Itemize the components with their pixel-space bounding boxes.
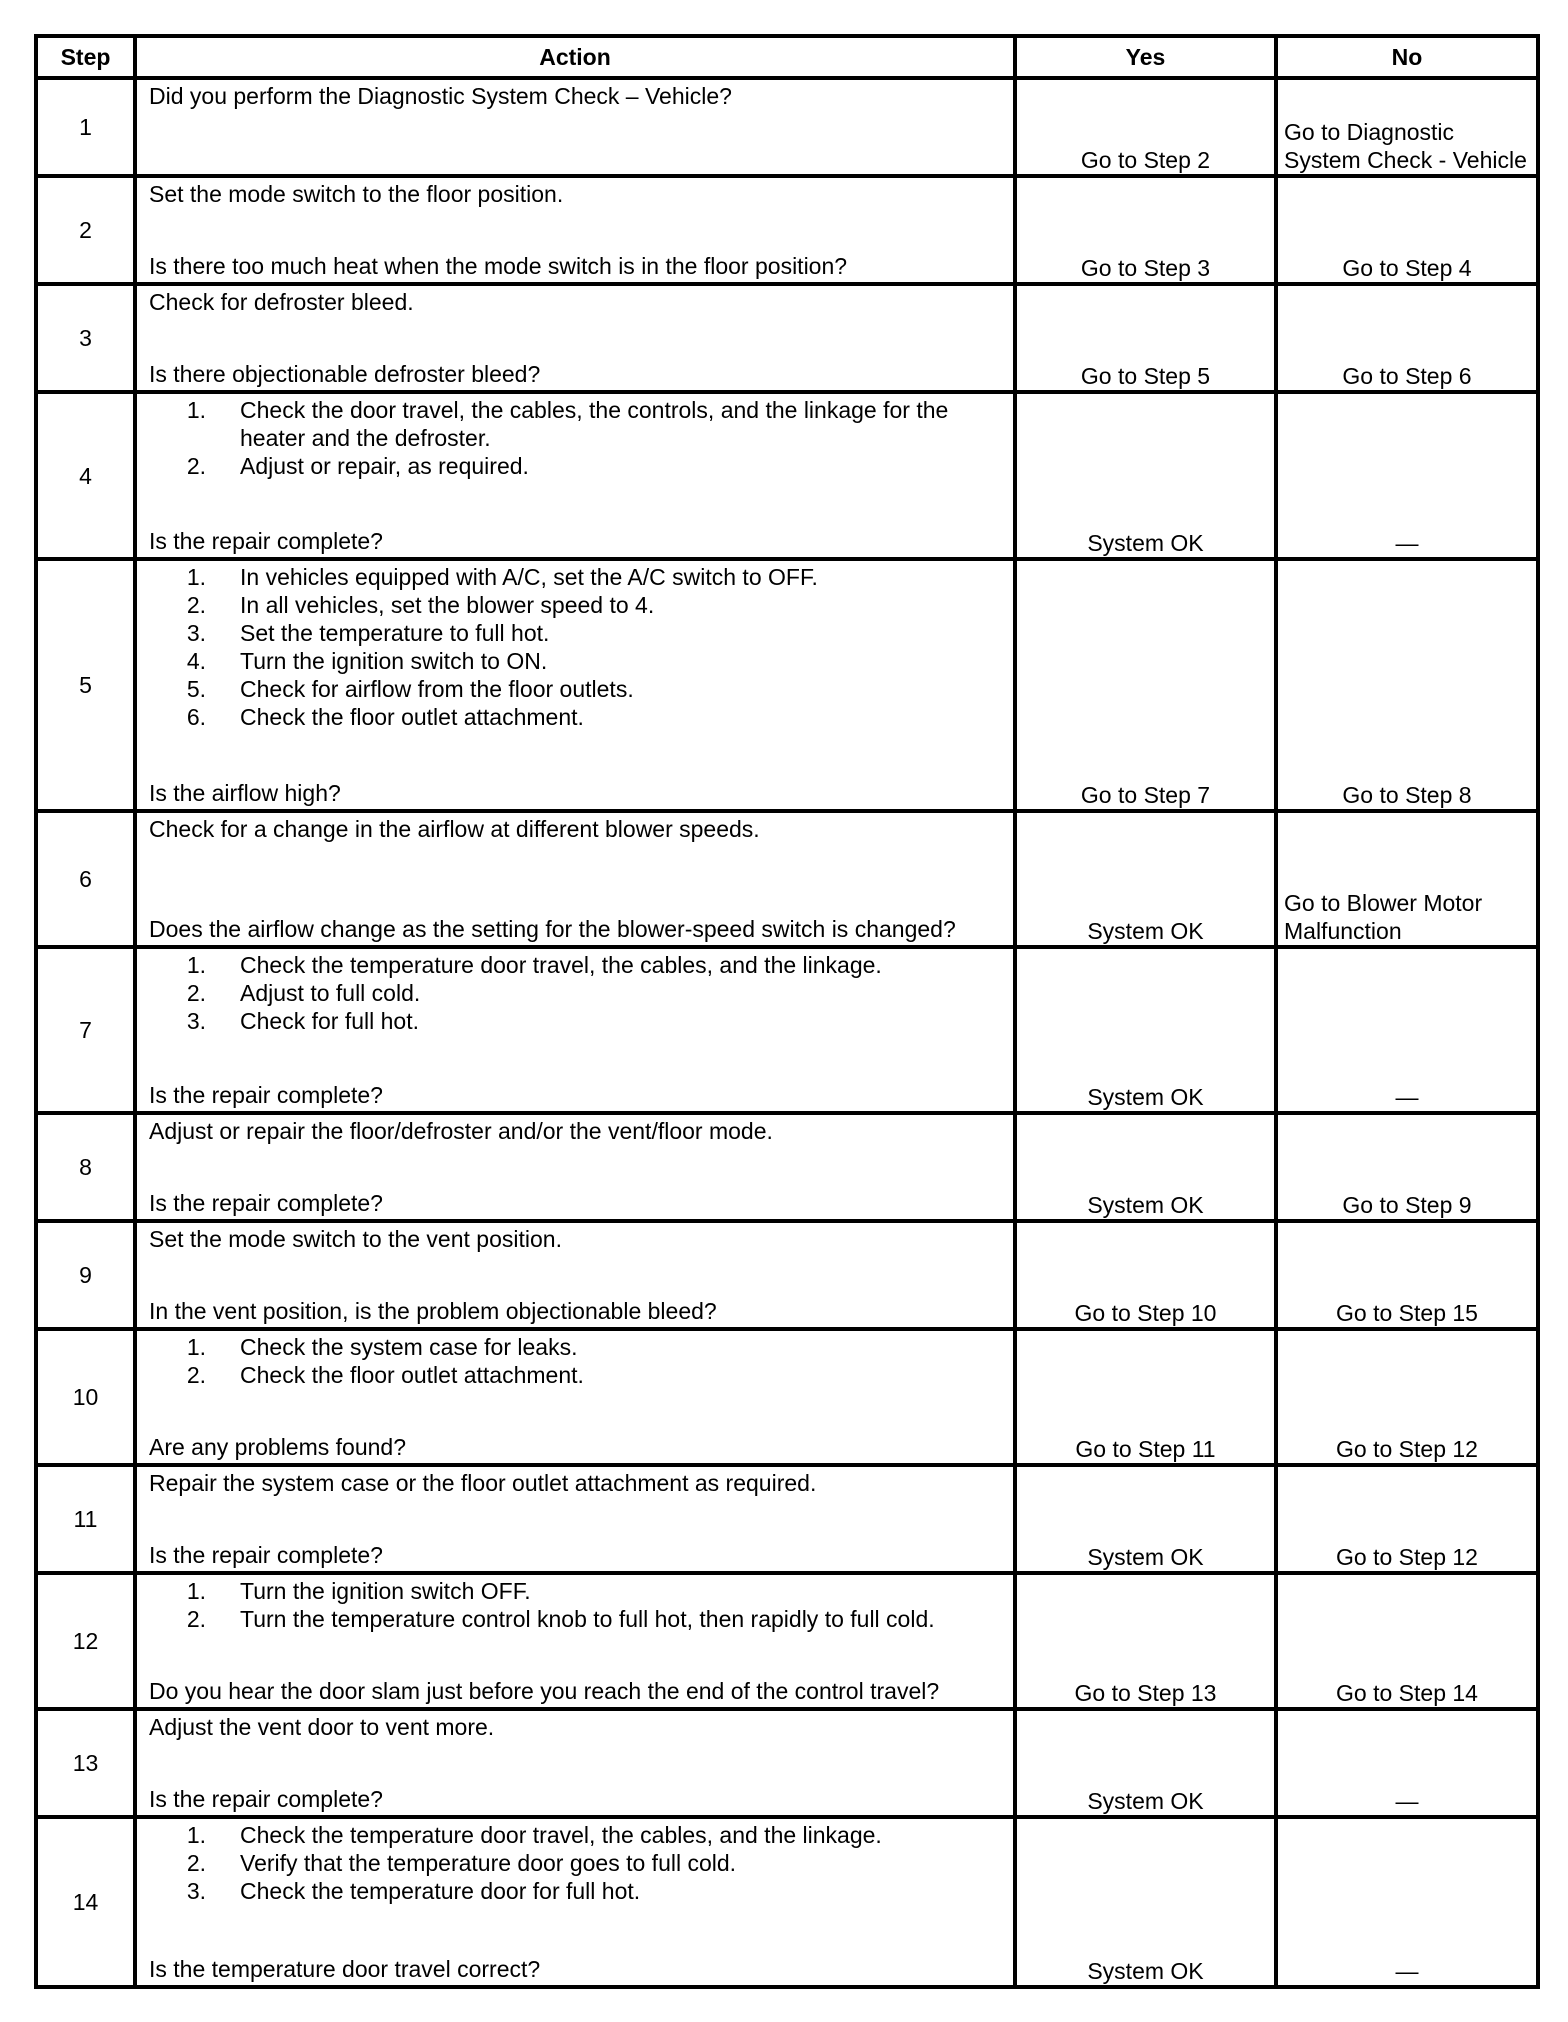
yes-result: Go to Step 7	[1015, 559, 1276, 811]
step-number: 5	[36, 559, 135, 811]
table-row	[36, 284, 1538, 392]
no-result: Go to Step 8	[1276, 559, 1538, 811]
action-question: Is the repair complete?	[149, 528, 383, 554]
action-question: Do you hear the door slam just before you reach the end of the control travel?	[149, 1678, 940, 1704]
step-item-text: Turn the temperature control knob to full hot, then rapidly to full cold.	[240, 1606, 935, 1632]
diagnostic-table	[34, 34, 1540, 1989]
header-step: Step	[36, 36, 135, 78]
step-number: 1	[36, 78, 135, 176]
no-result: Go to Step 6	[1276, 284, 1538, 392]
action-instruction: Set the mode switch to the floor position.	[149, 181, 564, 207]
table-body	[36, 78, 1538, 1987]
step-item-text: Check the floor outlet attachment.	[240, 1362, 584, 1388]
yes-result: Go to Step 13	[1015, 1573, 1276, 1709]
header-no: No	[1276, 36, 1538, 78]
table-row	[36, 1709, 1538, 1817]
step-item-number: 6.	[186, 704, 206, 730]
step-item-text: In vehicles equipped with A/C, set the A/C switch to OFF.	[240, 564, 818, 590]
step-number: 11	[36, 1465, 135, 1573]
action-question: Is the repair complete?	[149, 1190, 383, 1216]
action-step-item	[149, 703, 1001, 731]
step-item-number: 2.	[186, 1850, 206, 1876]
action-step-item	[149, 1877, 1001, 1905]
action-cell	[135, 1817, 1015, 1987]
action-question: Is the repair complete?	[149, 1786, 383, 1812]
table-row	[36, 1573, 1538, 1709]
step-item-text: Check the temperature door travel, the cables, and the linkage.	[240, 952, 882, 978]
header-action: Action	[135, 36, 1015, 78]
action-cell	[135, 1709, 1015, 1817]
yes-result: System OK	[1015, 1709, 1276, 1817]
step-number: 3	[36, 284, 135, 392]
table-row	[36, 1465, 1538, 1573]
step-item-number: 2.	[186, 1606, 206, 1632]
yes-result: System OK	[1015, 392, 1276, 559]
action-step-item	[149, 951, 1001, 979]
step-number: 9	[36, 1221, 135, 1329]
step-item-text: Check the system case for leaks.	[240, 1334, 578, 1360]
action-instruction: Adjust or repair the floor/defroster and/or the vent/floor mode.	[149, 1118, 773, 1144]
step-item-text: Turn the ignition switch to ON.	[240, 648, 548, 674]
action-steps-list	[149, 1577, 1001, 1633]
action-question: Is the airflow high?	[149, 780, 341, 806]
action-steps-list	[149, 1821, 1001, 1905]
yes-result: System OK	[1015, 1113, 1276, 1221]
action-step-item	[149, 675, 1001, 703]
step-item-text: In all vehicles, set the blower speed to 4.	[240, 592, 655, 618]
yes-result: Go to Step 10	[1015, 1221, 1276, 1329]
action-step-item	[149, 563, 1001, 591]
action-instruction: Check for defroster bleed.	[149, 289, 414, 315]
step-item-number: 2.	[186, 453, 206, 479]
step-item-number: 3.	[186, 620, 206, 646]
step-item-number: 5.	[186, 676, 206, 702]
yes-result: System OK	[1015, 947, 1276, 1113]
step-number: 2	[36, 176, 135, 284]
yes-result: Go to Step 5	[1015, 284, 1276, 392]
yes-result: System OK	[1015, 811, 1276, 947]
header-row	[36, 36, 1538, 78]
no-result: —	[1276, 1709, 1538, 1817]
action-step-item	[149, 1361, 1001, 1389]
yes-result: System OK	[1015, 1465, 1276, 1573]
action-steps-list	[149, 1333, 1001, 1389]
action-question: Does the airflow change as the setting for the blower-speed switch is changed?	[149, 916, 956, 942]
action-instruction: Adjust the vent door to vent more.	[149, 1714, 495, 1740]
action-step-item	[149, 979, 1001, 1007]
no-result: Go to Step 12	[1276, 1465, 1538, 1573]
no-result: Go to Step 4	[1276, 176, 1538, 284]
action-steps-list	[149, 396, 1001, 480]
step-item-text: Check the temperature door for full hot.	[240, 1878, 641, 1904]
header-yes: Yes	[1015, 36, 1276, 78]
action-cell	[135, 176, 1015, 284]
action-question: Is the repair complete?	[149, 1082, 383, 1108]
table-row	[36, 559, 1538, 811]
step-item-number: 1.	[186, 564, 206, 590]
table-row	[36, 392, 1538, 559]
action-cell	[135, 1113, 1015, 1221]
no-result: Go to Blower Motor Malfunction	[1276, 811, 1538, 947]
action-instruction: Did you perform the Diagnostic System Check – Vehicle?	[149, 83, 732, 109]
step-item-number: 4.	[186, 648, 206, 674]
step-item-text: Verify that the temperature door goes to full cold.	[240, 1850, 737, 1876]
yes-result: Go to Step 3	[1015, 176, 1276, 284]
step-item-text: Check the temperature door travel, the cables, and the linkage.	[240, 1822, 882, 1848]
action-step-item	[149, 1605, 1001, 1633]
action-step-item	[149, 1849, 1001, 1877]
step-item-number: 1.	[186, 1578, 206, 1604]
action-step-item	[149, 1821, 1001, 1849]
action-cell	[135, 78, 1015, 176]
no-result: Go to Step 9	[1276, 1113, 1538, 1221]
action-question: Is there objectionable defroster bleed?	[149, 361, 541, 387]
action-cell	[135, 947, 1015, 1113]
step-number: 10	[36, 1329, 135, 1465]
table-row	[36, 1329, 1538, 1465]
step-item-text: Check the door travel, the cables, the controls, and the linkage for the heater and the defroster.	[240, 397, 949, 451]
yes-result: Go to Step 2	[1015, 78, 1276, 176]
step-item-number: 2.	[186, 592, 206, 618]
action-steps-list	[149, 951, 1001, 1035]
action-step-item	[149, 619, 1001, 647]
action-steps-list	[149, 563, 1001, 731]
step-number: 8	[36, 1113, 135, 1221]
step-item-text: Turn the ignition switch OFF.	[240, 1578, 531, 1604]
action-cell	[135, 559, 1015, 811]
no-result: —	[1276, 947, 1538, 1113]
no-result: Go to Step 12	[1276, 1329, 1538, 1465]
action-cell	[135, 811, 1015, 947]
action-question: Is the temperature door travel correct?	[149, 1956, 541, 1982]
table-row	[36, 78, 1538, 176]
table-row	[36, 1221, 1538, 1329]
no-result: —	[1276, 392, 1538, 559]
step-item-text: Check the floor outlet attachment.	[240, 704, 584, 730]
step-item-number: 2.	[186, 1362, 206, 1388]
step-item-number: 3.	[186, 1878, 206, 1904]
action-question: Are any problems found?	[149, 1434, 406, 1460]
action-question: Is there too much heat when the mode switch is in the floor position?	[149, 253, 848, 279]
action-cell	[135, 1465, 1015, 1573]
table-row	[36, 1113, 1538, 1221]
step-number: 12	[36, 1573, 135, 1709]
action-question: Is the repair complete?	[149, 1542, 383, 1568]
step-number: 6	[36, 811, 135, 947]
table-row	[36, 1817, 1538, 1987]
step-number: 4	[36, 392, 135, 559]
no-result: Go to Diagnostic System Check - Vehicle	[1276, 78, 1538, 176]
action-step-item	[149, 1333, 1001, 1361]
yes-result: Go to Step 11	[1015, 1329, 1276, 1465]
step-item-number: 2.	[186, 980, 206, 1006]
step-item-number: 1.	[186, 397, 206, 423]
step-item-text: Adjust or repair, as required.	[240, 453, 529, 479]
action-step-item	[149, 396, 1001, 452]
step-number: 14	[36, 1817, 135, 1987]
table-row	[36, 811, 1538, 947]
action-cell	[135, 1329, 1015, 1465]
action-step-item	[149, 452, 1001, 480]
action-step-item	[149, 1577, 1001, 1605]
action-instruction: Check for a change in the airflow at different blower speeds.	[149, 816, 760, 842]
table-row	[36, 176, 1538, 284]
action-cell	[135, 1573, 1015, 1709]
step-number: 7	[36, 947, 135, 1113]
action-question: In the vent position, is the problem objectionable bleed?	[149, 1298, 717, 1324]
action-cell	[135, 392, 1015, 559]
action-step-item	[149, 647, 1001, 675]
step-item-number: 1.	[186, 952, 206, 978]
step-item-text: Set the temperature to full hot.	[240, 620, 550, 646]
step-item-text: Check for full hot.	[240, 1008, 419, 1034]
step-item-text: Check for airflow from the floor outlets.	[240, 676, 634, 702]
step-item-number: 1.	[186, 1334, 206, 1360]
action-cell	[135, 284, 1015, 392]
step-item-number: 1.	[186, 1822, 206, 1848]
action-instruction: Set the mode switch to the vent position.	[149, 1226, 562, 1252]
step-number: 13	[36, 1709, 135, 1817]
step-item-number: 3.	[186, 1008, 206, 1034]
yes-result: System OK	[1015, 1817, 1276, 1987]
action-step-item	[149, 1007, 1001, 1035]
table-row	[36, 947, 1538, 1113]
action-cell	[135, 1221, 1015, 1329]
no-result: —	[1276, 1817, 1538, 1987]
action-step-item	[149, 591, 1001, 619]
no-result: Go to Step 14	[1276, 1573, 1538, 1709]
step-item-text: Adjust to full cold.	[240, 980, 421, 1006]
action-instruction: Repair the system case or the floor outlet attachment as required.	[149, 1470, 817, 1496]
no-result: Go to Step 15	[1276, 1221, 1538, 1329]
